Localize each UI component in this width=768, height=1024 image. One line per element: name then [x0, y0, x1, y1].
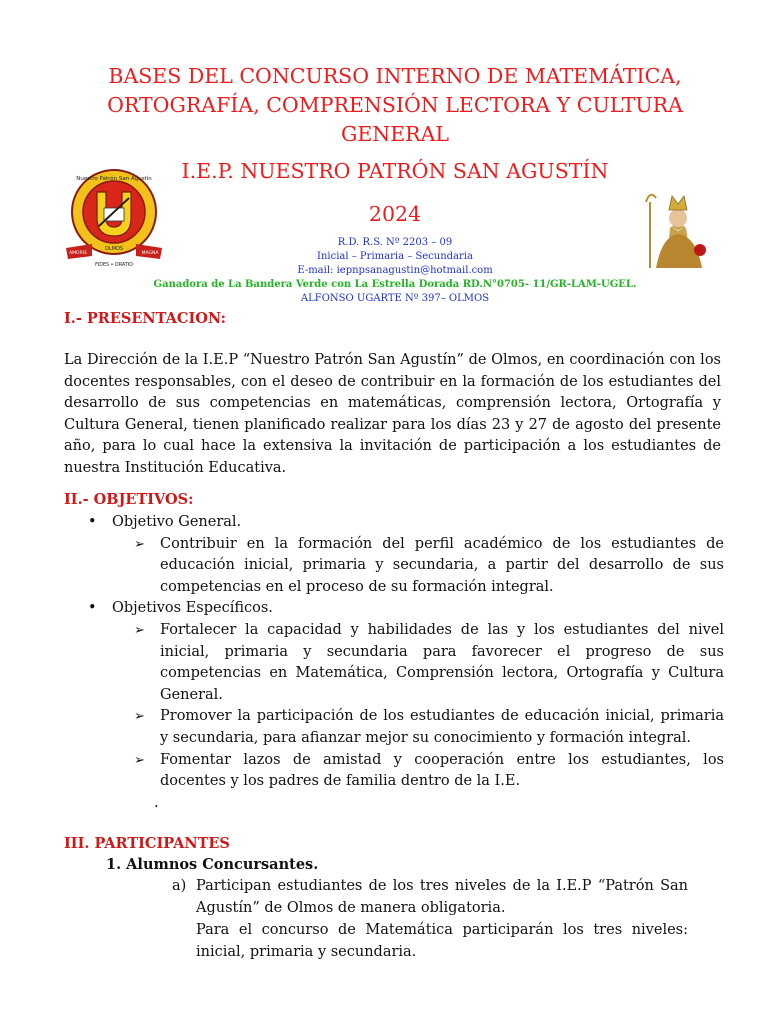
- address-text: ALFONSO UGARTE Nº 397– OLMOS: [300, 293, 490, 304]
- participantes-item-a-text-1: Participan estudiantes de los tres niveles de la I.E.P “Patrón San Agustín” de Olmos de manera obligatoria.: [196, 878, 688, 916]
- arrow-bullet-icon: ➢: [134, 709, 145, 725]
- section-heading-participantes: III. PARTICIPANTES: [64, 835, 230, 852]
- email-text: E-mail: iepnpsanagustin@hotmail.com: [297, 265, 493, 276]
- objetivo-general-item: Contribuir en la formación del perfil académico de los estudiantes de educación inicial, primaria y secundaria, a partir del desarrollo de sus competencias en el proceso de su formación integral.: [160, 535, 724, 595]
- list-item: [64, 598, 724, 620]
- arrow-bullet-icon: ➢: [134, 622, 145, 638]
- school-info-block: [100, 236, 690, 306]
- section-heading-objetivos: II.- OBJETIVOS:: [64, 491, 194, 508]
- objetivo-especifico-item: Fomentar lazos de amistad y cooperación entre los estudiantes, los docentes y los padres de familia dentro de la I.E.: [160, 751, 724, 790]
- list-item: [64, 620, 724, 706]
- subsection-alumnos-concursantes: 1. Alumnos Concursantes.: [106, 856, 319, 873]
- crest-top-text: Nuestro Patrón San Agustín: [76, 176, 152, 182]
- document-title: BASES DEL CONCURSO INTERNO DE MATEMÁTICA, ORTOGRAFÍA, COMPRENSIÓN LECTORA Y CULTURA GENERAL: [107, 64, 683, 146]
- arrow-bullet-icon: ➢: [134, 752, 145, 768]
- objetivo-general-label: Objetivo General.: [112, 514, 242, 530]
- participantes-item-a: [172, 876, 688, 963]
- list-item: [64, 706, 724, 749]
- objetivos-especificos-label: Objetivos Específicos.: [112, 600, 273, 617]
- bullet-icon: •: [88, 600, 97, 617]
- objetivo-especifico-item: Fortalecer la capacidad y habilidades de las y los estudiantes del nivel inicial, primaria y secundaria para favorecer el progreso de sus competencias en Matemática, Comprensión lectora, Ortografía y Cultura General.: [160, 621, 724, 703]
- levels-text: Inicial – Primaria – Secundaria: [317, 251, 473, 262]
- list-item: [64, 534, 724, 599]
- list-item: [64, 512, 724, 534]
- award-text: Ganadora de La Bandera Verde con La Estrella Dorada RD.N°0705- 11/GR-LAM-UGEL.: [153, 279, 637, 290]
- objetivos-list: [64, 512, 724, 814]
- crest-motto: FIDES • ORATIO: [95, 263, 133, 268]
- crest-ribbon-right: MAGNA: [141, 251, 159, 256]
- list-item: [64, 750, 724, 793]
- crest-bottom-text: OLMOS: [104, 246, 124, 252]
- presentacion-paragraph: La Dirección de la I.E.P “Nuestro Patrón San Agustín” de Olmos, en coordinación con los docentes responsables, con el deseo de contribuir en la formación de los estudiantes del desarrollo de sus competencias en matemáticas, comprensión lectora, Ortografía y Cultura General, tienen planificado realizar para los días 23 y 27 de agosto del presente año, para lo cual hace la extensiva la invitación de participación a los estudiantes de nuestra Institución Educativa.: [64, 352, 721, 476]
- school-name: I.E.P. NUESTRO PATRÓN SAN AGUSTÍN: [181, 159, 609, 183]
- arrow-bullet-icon: ➢: [134, 536, 145, 552]
- item-letter-marker: a): [172, 878, 187, 894]
- resolution-text: R.D. R.S. Nº 2203 – 09: [337, 237, 453, 248]
- document-year: 2024: [368, 202, 422, 226]
- crest-ribbon-left: AMORIS: [69, 251, 87, 256]
- objetivo-especifico-item: Promover la participación de los estudiantes de educación inicial, primaria y secundaria, para afianzar mejor su conocimiento y formación integral.: [160, 708, 724, 746]
- participantes-item-a-text-2: Para el concurso de Matemática participarán los tres niveles: inicial, primaria y secundaria.: [196, 922, 688, 960]
- bullet-icon: •: [88, 514, 97, 530]
- trailing-dot: .: [154, 794, 159, 811]
- section-heading-presentacion: I.- PRESENTACION:: [64, 310, 226, 327]
